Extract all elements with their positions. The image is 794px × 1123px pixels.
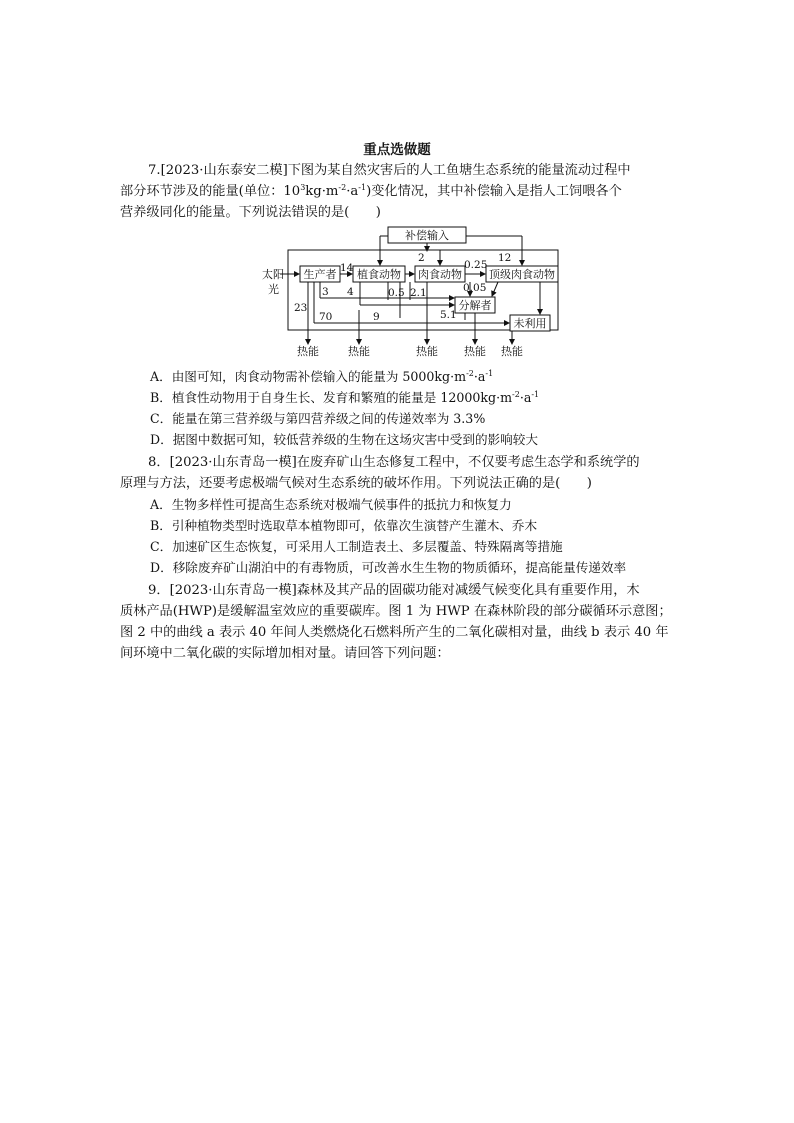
value-70: 70 (319, 311, 333, 323)
value-3: 3 (322, 286, 329, 298)
q8-option-a: A．生物多样性可提高生态系统对极端气候事件的抵抗力和恢复力 (150, 497, 512, 512)
q8-text (120, 452, 680, 494)
unused-label: 未利用 (513, 317, 547, 330)
value-2: 2 (418, 252, 425, 264)
q9-line4: 间环境中二氧化碳的实际增加相对量。请回答下列问题： (120, 646, 450, 661)
compensation-label: 补偿输入 (405, 229, 449, 242)
q8-option-c: C．加速矿区生态恢复，可采用人工制造表土、多层覆盖、特殊隔离等措施 (150, 539, 563, 554)
q8-line2: 原理与方法，还要考虑极端气候对生态系统的破坏作用。下列说法正确的是( ) (120, 476, 592, 491)
heat-label-2: 热能 (348, 345, 370, 358)
decomposer-label: 分解者 (458, 299, 492, 312)
sunlight-label-2: 光 (268, 283, 279, 296)
q7-line1: 7.[2023·山东泰安二模]下图为某自然灾害后的人工鱼塘生态系统的能量流动过程中 (148, 163, 631, 178)
value-5-1: 5.1 (440, 309, 457, 321)
value-0-25: 0.25 (464, 259, 488, 271)
q7-option-a: A．由图可知，肉食动物需补偿输入的能量为 $5000kg\cdot m^{-2}\cdot a^{-1}$ (150, 369, 494, 384)
heat-label-3: 热能 (416, 345, 438, 358)
heat-label-4: 热能 (464, 345, 486, 358)
q9-text (120, 580, 680, 664)
value-23: 23 (294, 302, 308, 314)
value-9: 9 (373, 311, 380, 323)
carnivore-label: 肉食动物 (418, 268, 462, 281)
value-12: 12 (498, 252, 512, 264)
top-carnivore-label: 顶级肉食动物 (489, 268, 555, 281)
value-14: 14 (340, 262, 354, 274)
value-0-05: 0.05 (463, 282, 487, 294)
q7-option-d: D．据图中数据可知，较低营养级的生物在这场灾害中受到的影响较大 (150, 432, 538, 447)
q7-line3: 营养级同化的能量。下列说法错误的是( ) (120, 205, 381, 220)
q7-option-b: B．植食性动物用于自身生长、发育和繁殖的能量是 $12000kg\cdot m^{-2}\cdot a^{-1}$ (150, 390, 540, 405)
producer-label: 生产者 (303, 268, 337, 281)
value-2-1: 2.1 (410, 287, 427, 299)
q7-line2: 部分环节涉及的能量(单位：$10^3kg\cdot m^{-2}\cdot a^{-1}$)变化情况，其中补偿输入是指人工饲喂各个 (120, 183, 622, 199)
herbivore-label: 植食动物 (357, 268, 401, 281)
q9-line3: 图 2 中的曲线 a 表示 40 年间人类燃烧化石燃料所产生的二氧化碳相对量，曲线 b 表示 40 年 (120, 625, 669, 640)
value-0-5: 0.5 (388, 287, 405, 299)
heat-label-5: 热能 (501, 345, 523, 358)
q8-line1: 8．[2023·山东青岛一模]在废弃矿山生态修复工程中，不仅要考虑生态学和系统学的 (148, 455, 640, 470)
heat-label-1: 热能 (297, 345, 319, 358)
value-4: 4 (347, 286, 354, 298)
sunlight-label-1: 太阳 (262, 268, 284, 281)
q8-option-d: D．移除废弃矿山湖泊中的有毒物质，可改善水生生物的物质循环，提高能量传递效率 (150, 560, 627, 575)
q8-option-b: B．引种植物类型时选取草本植物即可，依靠次生演替产生灌木、乔木 (150, 518, 538, 533)
q7-option-c: C．能量在第三营养级与第四营养级之间的传递效率为 3.3% (150, 411, 486, 426)
q9-line1: 9．[2023·山东青岛一模]森林及其产品的固碳功能对减缓气候变化具有重要作用，木 (148, 583, 640, 598)
q9-line2: 质林产品(HWP)是缓解温室效应的重要碳库。图 1 为 HWP 在森林阶段的部分碳循环示意图； (120, 604, 672, 619)
section-title: 重点选做题 (363, 142, 431, 158)
